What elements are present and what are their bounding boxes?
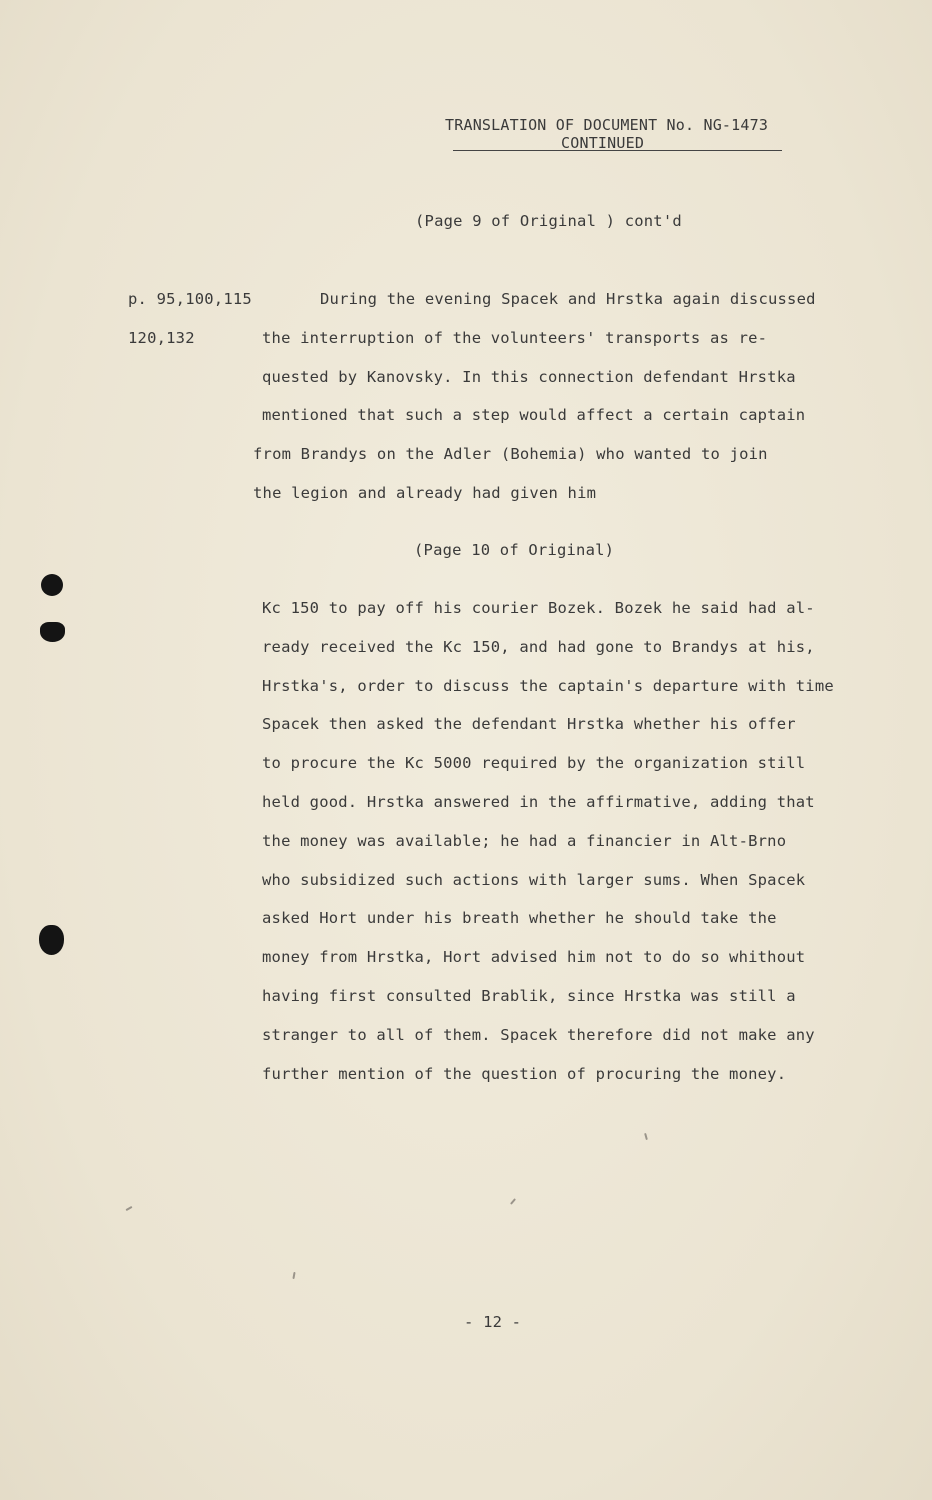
document-title: TRANSLATION OF DOCUMENT No. NG-1473 bbox=[445, 116, 769, 134]
body-text-line: money from Hrstka, Hort advised him not to do so whithout bbox=[262, 948, 806, 966]
margin-reference: 120,132 bbox=[128, 329, 195, 347]
body-text-line: ready received the Kc 150, and had gone to Brandys at his, bbox=[262, 638, 815, 656]
body-text-line: asked Hort under his breath whether he should take the bbox=[262, 909, 777, 927]
page-number: - 12 - bbox=[464, 1313, 522, 1331]
paper-speck bbox=[510, 1198, 516, 1205]
punch-hole-bottom bbox=[39, 925, 64, 955]
body-text-line: the interruption of the volunteers' transports as re- bbox=[262, 329, 768, 347]
body-text-line: quested by Kanovsky. In this connection defendant Hrstka bbox=[262, 368, 796, 386]
body-text-line: Spacek then asked the defendant Hrstka whether his offer bbox=[262, 715, 796, 733]
original-page-reference: (Page 9 of Original ) cont'd bbox=[415, 212, 682, 230]
body-text-line: further mention of the question of procuring the money. bbox=[262, 1065, 787, 1083]
body-text-line: having first consulted Brablik, since Hrstka was still a bbox=[262, 987, 796, 1005]
body-text-line: During the evening Spacek and Hrstka again discussed bbox=[320, 290, 816, 308]
body-text-line: mentioned that such a step would affect a certain captain bbox=[262, 406, 806, 424]
body-text-line: who subsidized such actions with larger sums. When Spacek bbox=[262, 871, 806, 889]
body-text-line: the money was available; he had a financier in Alt-Brno bbox=[262, 832, 787, 850]
paper-speck bbox=[125, 1206, 132, 1211]
punch-hole-top bbox=[41, 574, 63, 596]
body-text-line: stranger to all of them. Spacek therefore did not make any bbox=[262, 1026, 815, 1044]
paper-speck bbox=[292, 1272, 295, 1279]
body-text-line: from Brandys on the Adler (Bohemia) who wanted to join bbox=[253, 445, 768, 463]
body-text-line: Hrstka's, order to discuss the captain's departure with time bbox=[262, 677, 834, 695]
margin-reference: p. 95,100,115 bbox=[128, 290, 252, 308]
document-subtitle: CONTINUED bbox=[561, 134, 645, 152]
body-text-line: held good. Hrstka answered in the affirmative, adding that bbox=[262, 793, 815, 811]
paper-speck bbox=[644, 1133, 648, 1140]
body-text-line: to procure the Kc 5000 required by the organization still bbox=[262, 754, 806, 772]
header-underline bbox=[453, 150, 782, 151]
punch-hole-middle bbox=[40, 622, 65, 642]
body-text-line: the legion and already had given him bbox=[253, 484, 597, 502]
original-page-reference: (Page 10 of Original) bbox=[414, 541, 615, 559]
body-text-line: Kc 150 to pay off his courier Bozek. Bozek he said had al- bbox=[262, 599, 815, 617]
